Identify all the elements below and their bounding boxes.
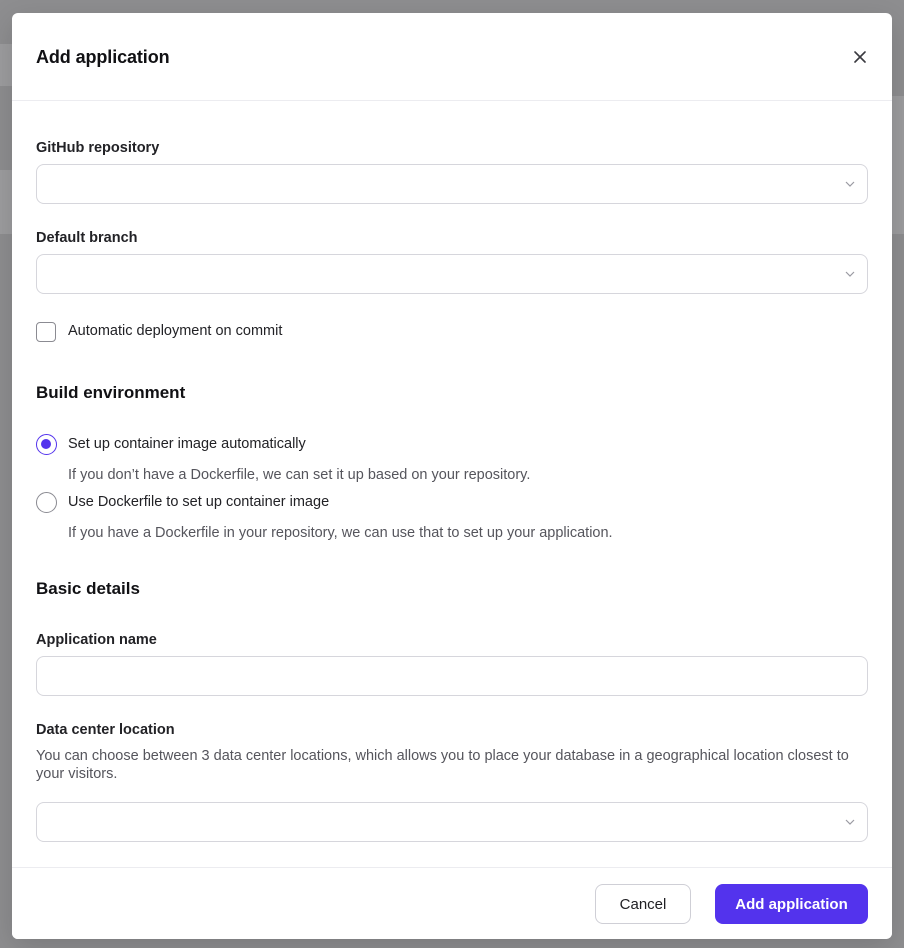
github-repository-select[interactable] — [36, 164, 868, 204]
modal-title: Add application — [36, 47, 170, 67]
cancel-button[interactable]: Cancel — [595, 884, 691, 924]
chevron-down-icon — [843, 177, 857, 191]
add-application-button[interactable]: Add application — [715, 884, 868, 924]
radio-auto-container[interactable] — [36, 434, 57, 455]
data-center-location-select[interactable] — [36, 802, 868, 842]
radio-dockerfile-label[interactable]: Use Dockerfile to set up container image — [68, 494, 330, 510]
close-icon — [854, 51, 866, 63]
github-repository-label: GitHub repository — [36, 140, 160, 156]
basic-details-title: Basic details — [36, 579, 140, 598]
application-name-input[interactable] — [36, 656, 868, 696]
build-environment-title: Build environment — [36, 383, 186, 402]
data-center-location-label: Data center location — [36, 722, 175, 738]
auto-deploy-checkbox[interactable] — [36, 322, 56, 342]
default-branch-select[interactable] — [36, 254, 868, 294]
close-button[interactable] — [850, 47, 870, 67]
radio-dockerfile[interactable] — [36, 492, 57, 513]
radio-auto-container-help: If you don’t have a Dockerfile, we can set it up based on your repository. — [68, 467, 531, 483]
data-center-location-help: You can choose between 3 data center locations, which allows you to place your database in a geographical location closest to your visitors. — [36, 748, 849, 782]
radio-dockerfile-help: If you have a Dockerfile in your repository, we can use that to set up your application. — [68, 525, 613, 541]
radio-auto-container-label[interactable]: Set up container image automatically — [68, 436, 306, 452]
default-branch-label: Default branch — [36, 230, 138, 246]
application-name-label: Application name — [36, 632, 157, 648]
add-application-modal — [12, 13, 892, 939]
chevron-down-icon — [843, 267, 857, 281]
modal-header — [12, 13, 892, 101]
modal-footer — [12, 867, 892, 939]
chevron-down-icon — [843, 815, 857, 829]
auto-deploy-label[interactable]: Automatic deployment on commit — [68, 323, 283, 339]
background-page-fragment — [890, 96, 904, 234]
